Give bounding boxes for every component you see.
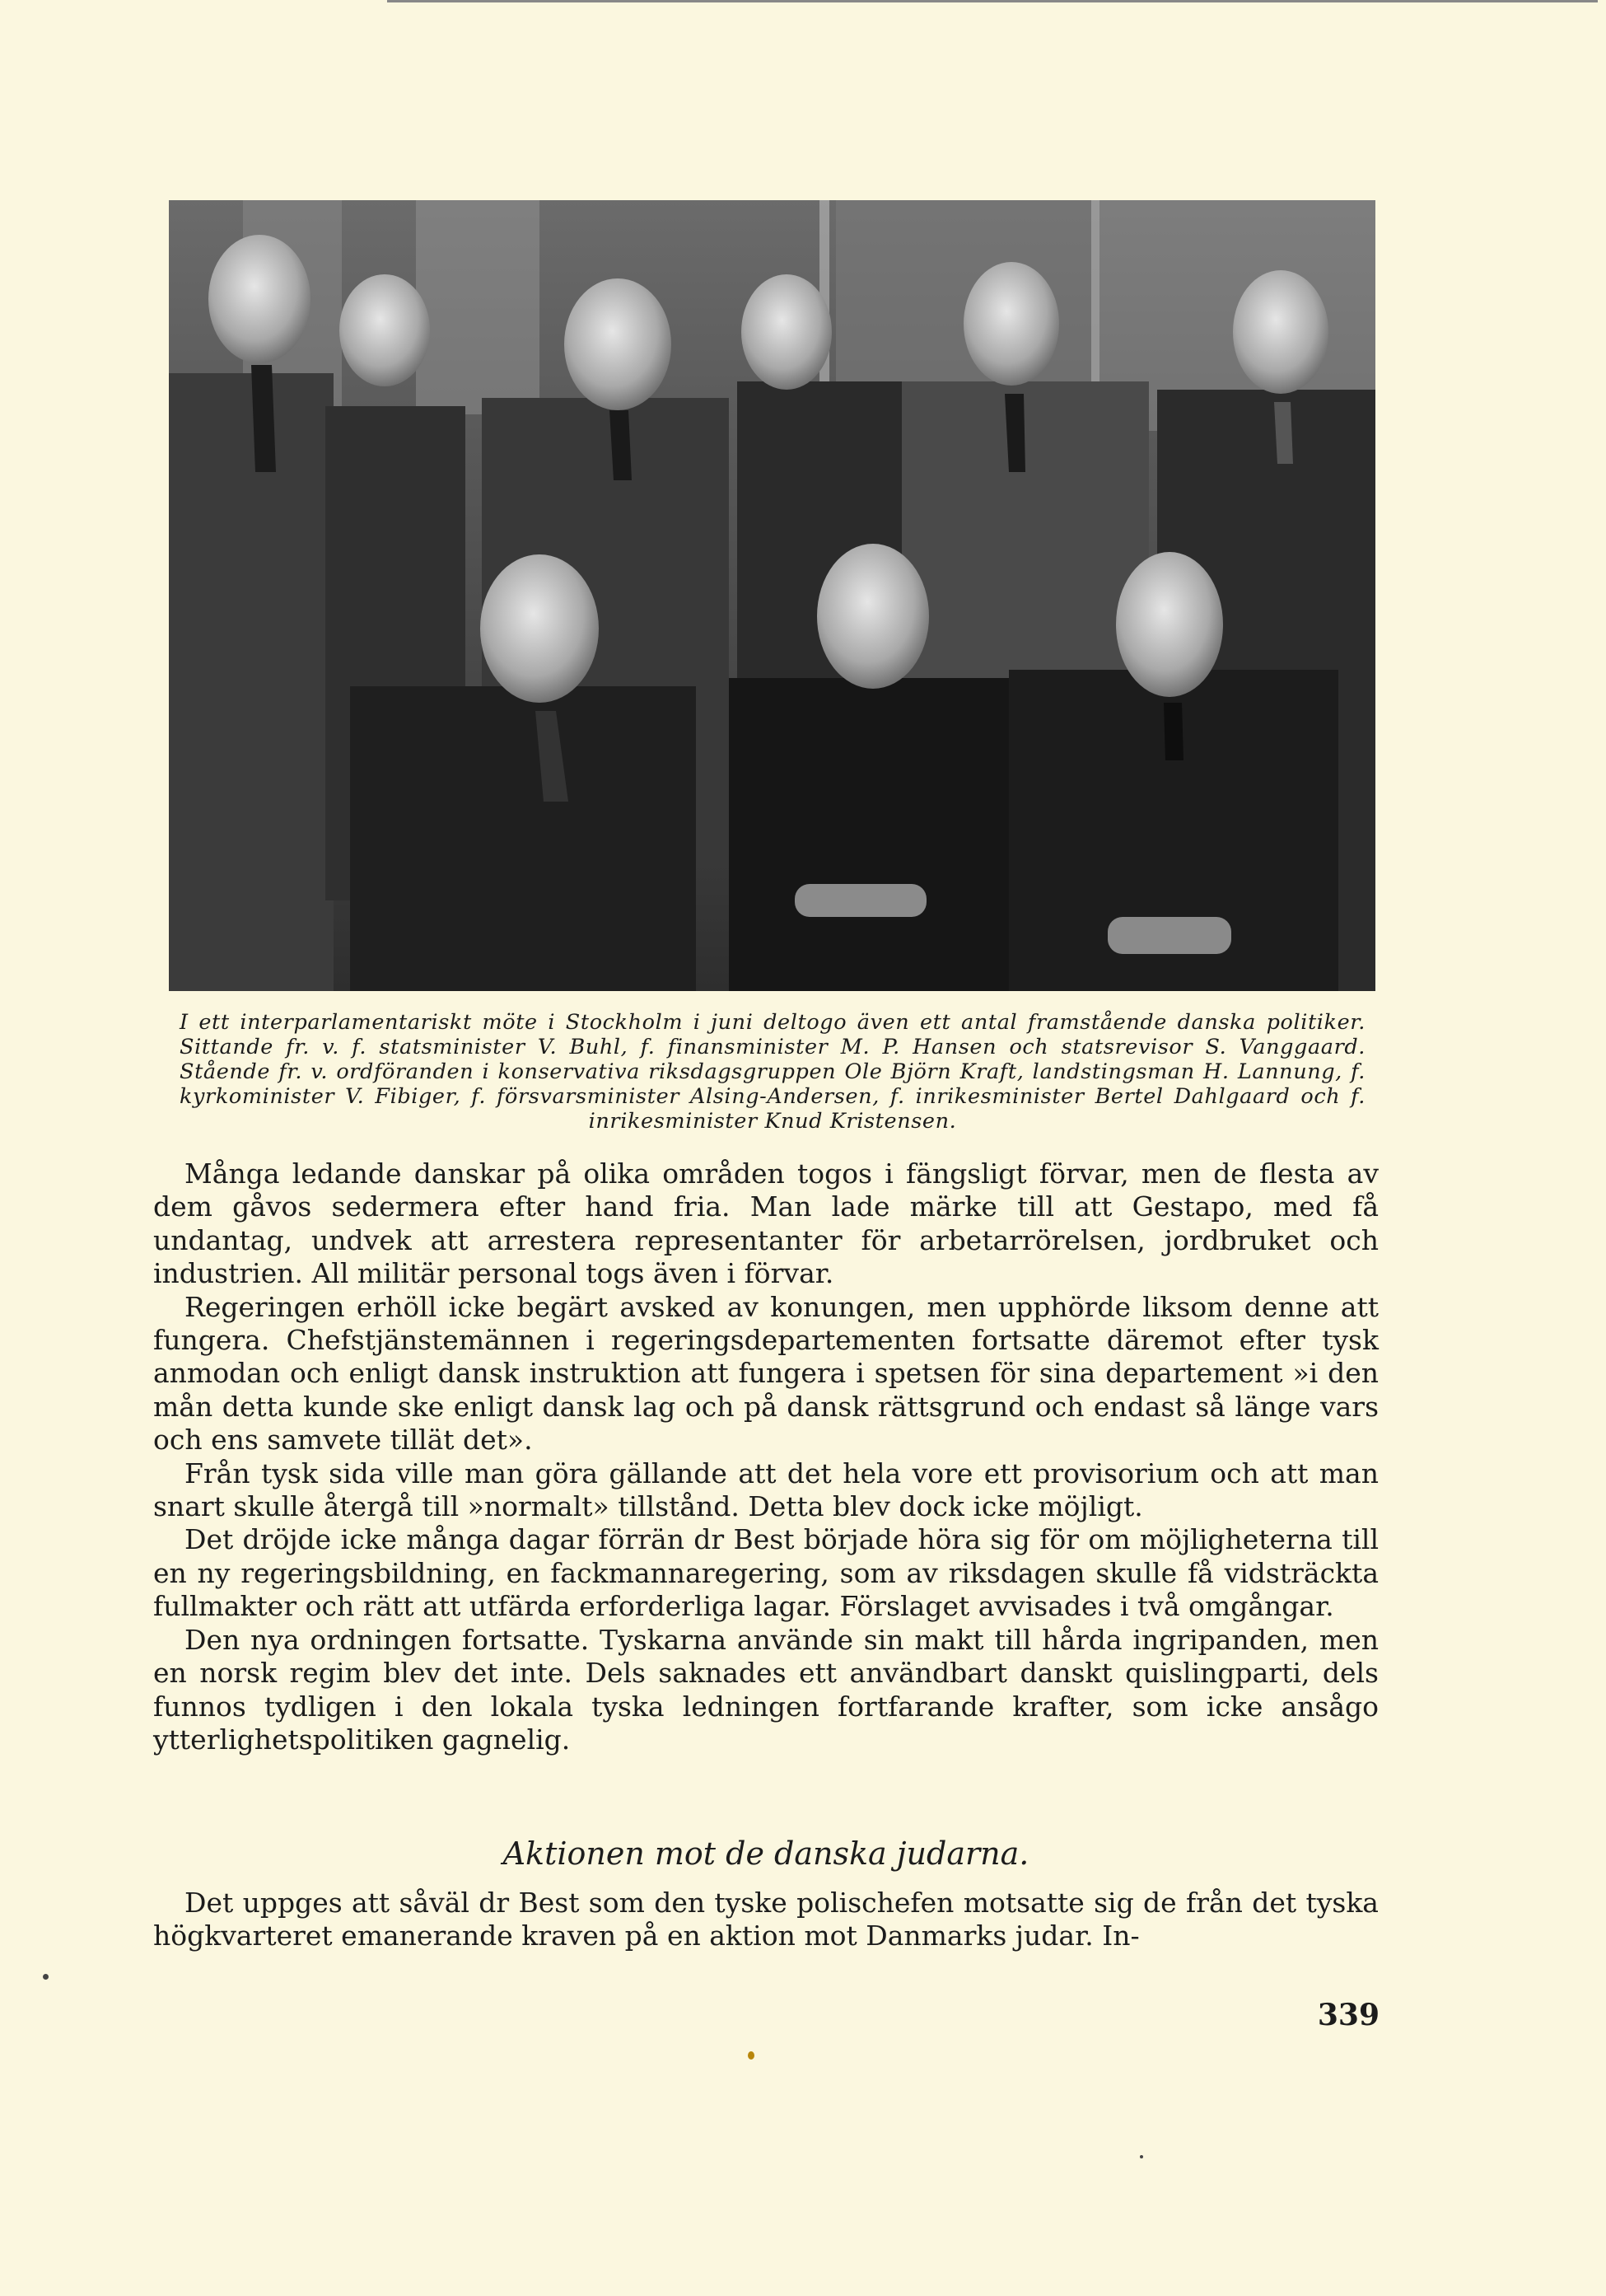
paper-speck bbox=[1140, 2155, 1143, 2158]
paragraph: Många ledande danskar på olika områden togos i fängsligt förvar, men de flesta av dem gåvos sedermera efter hand fria. Man lade märke till att Gestapo, med få undantag, undvek att arrestera representanter för arbetarrörelsen, jordbruket och industrien. All militär personal togs även i förvar. bbox=[153, 1157, 1379, 1290]
paragraph: Regeringen erhöll icke begärt avsked av konungen, men upphörde liksom denne att fungera. Chefstjänstemännen i regeringsdepartementen fortsatte däremot efter tysk anmodan och enligt dansk instruktion att fungera i spetsen för sina departement »i den mån detta kunde ske enligt dansk lag och på dansk rättsgrund och endast så länge vars och ens samvete tillät det». bbox=[153, 1290, 1379, 1457]
section-body-text bbox=[153, 1887, 1379, 1953]
top-edge-rule bbox=[387, 0, 1598, 2]
group-photo-icon bbox=[169, 200, 1375, 991]
page-number: 339 bbox=[1317, 1998, 1380, 2032]
paper-speck bbox=[748, 2051, 754, 2060]
group-photo bbox=[169, 200, 1375, 991]
paragraph: Det dröjde icke många dagar förrän dr Best började höra sig för om möjligheterna till en ny regeringsbildning, en fackmannaregering, som av riksdagen skulle få vidsträckta fullmakter och rätt att utfärda erforderliga lagar. Förslaget avvisades i två omgångar. bbox=[153, 1523, 1379, 1623]
photo-caption: I ett interparlamentariskt möte i Stockholm i juni deltogo även ett antal framstående danska politiker. Sittande fr. v. f. statsminister V. Buhl, f. finansminister M. P. Hansen och statsrevisor S. Vanggaard. Stående fr. v. ordföranden i konservativa riksdagsgruppen Ole Björn Kraft, landstingsman H. Lannung, f. kyrkominister V. Fibiger, f. försvarsminister Alsing-Andersen, f. inrikesminister Bertel Dahlgaard och f. inrikesminister Knud Kristensen. bbox=[180, 1010, 1366, 1134]
paragraph: Det uppges att såväl dr Best som den tyske polischefen motsatte sig de från det tyska högkvarteret emanerande kraven på en aktion mot Danmarks judar. In- bbox=[153, 1887, 1379, 1952]
paper-speck bbox=[43, 1974, 49, 1980]
body-text bbox=[153, 1157, 1379, 1756]
paragraph: Den nya ordningen fortsatte. Tyskarna använde sin makt till hårda ingripanden, men en norsk regim blev det inte. Dels saknades ett användbart danskt quislingparti, dels funnos tydligen i den lokala tyska ledningen fortfarande krafter, som icke ansågo ytterlighetspolitiken gagnelig. bbox=[153, 1623, 1379, 1756]
paragraph: Från tysk sida ville man göra gällande att det hela vore ett provisorium och att man snart skulle återgå till »normalt» tillstånd. Detta blev dock icke möjligt. bbox=[153, 1457, 1379, 1523]
section-heading: Aktionen mot de danska judarna. bbox=[502, 1835, 1029, 1872]
